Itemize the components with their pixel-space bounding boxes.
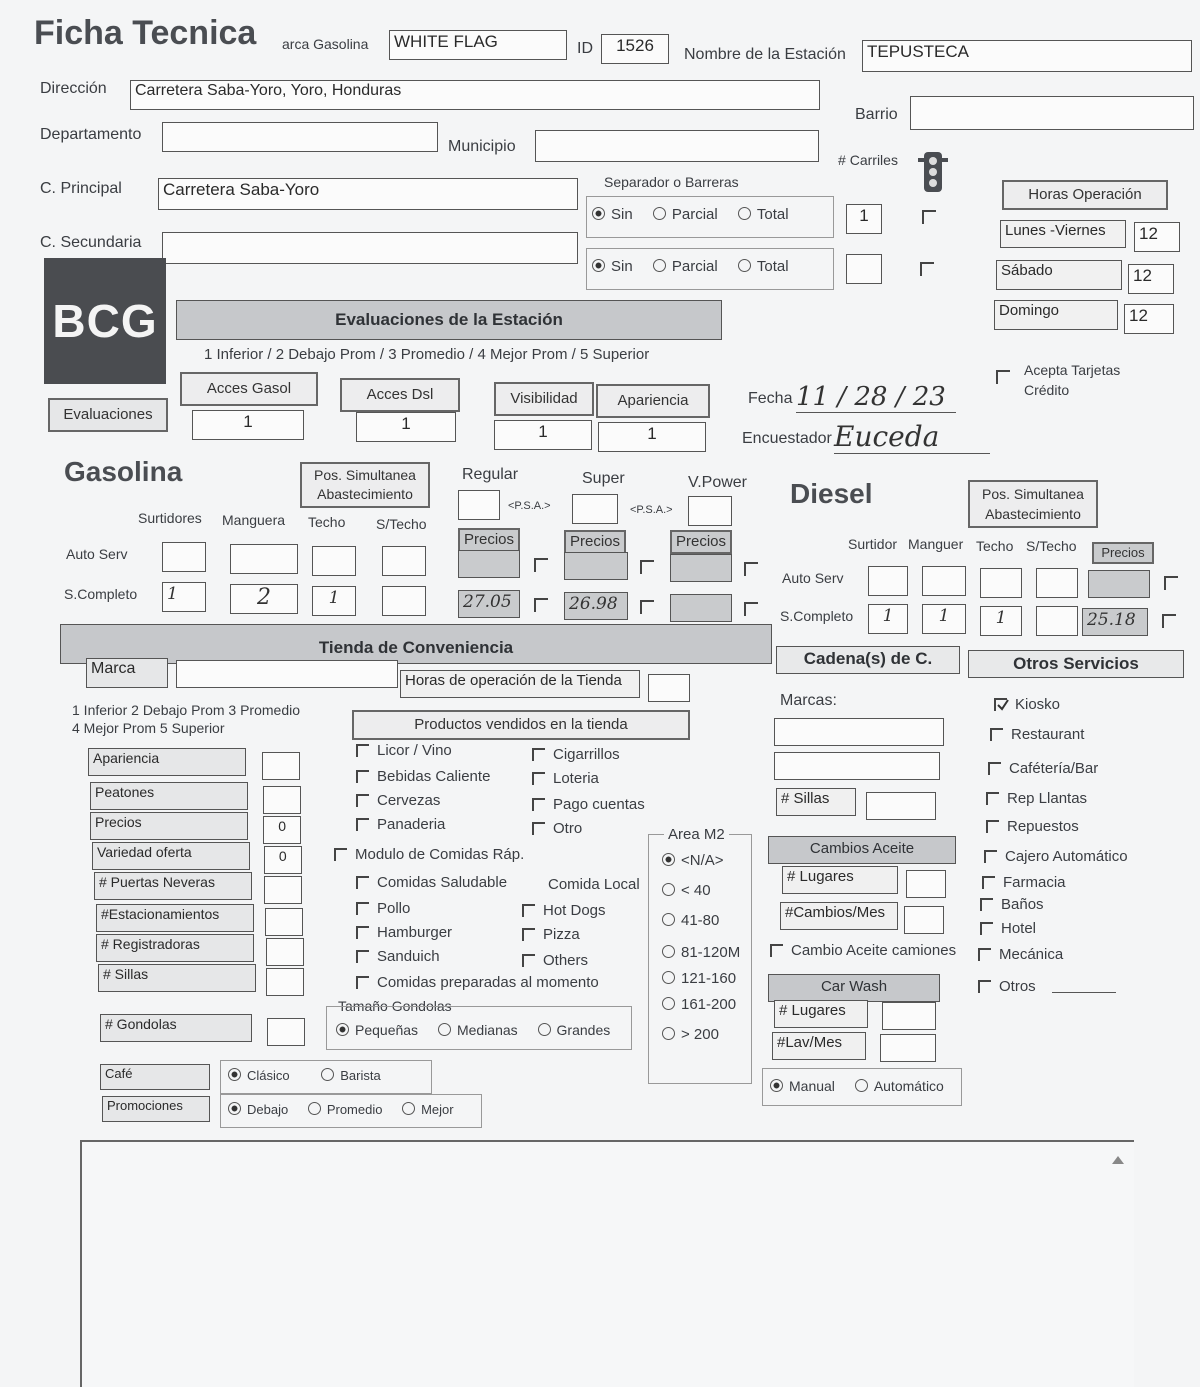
checkbox-icon[interactable] [356,876,369,889]
apariencia-field[interactable]: 1 [598,422,706,452]
dsl-as-stecho[interactable] [1036,568,1078,598]
dsl-as-manguer[interactable] [922,566,966,596]
direccion-field[interactable]: Carretera Saba-Yoro, Yoro, Honduras [130,80,820,110]
acces-gasol-label: Acces Gasol [180,372,318,406]
diesel-title: Diesel [790,478,873,509]
tienda-row-variedad-field[interactable]: 0 [264,846,302,874]
sabado-field[interactable]: 12 [1128,264,1174,294]
sillas-label: # Sillas [776,788,856,816]
direccion-label: Dirección [40,80,107,97]
otros-item-kiosko[interactable]: Kiosko [994,696,1060,713]
checkbox-icon[interactable] [522,954,535,967]
checkbox-icon[interactable] [356,744,369,757]
gas-as-cb-3[interactable] [744,562,758,576]
radio-icon[interactable] [336,1023,349,1036]
cafe-label: Café [100,1064,210,1090]
tamano-radio[interactable]: Pequeñas Medianas Grandes [336,1022,626,1038]
otros-item-hotel[interactable]: Hotel [980,920,1036,937]
tienda-row-sillas-label: # Sillas [98,964,256,992]
nombre-field[interactable]: TEPUSTECA [862,40,1192,72]
dsl-sc-precio[interactable]: 25.18 [1082,608,1148,636]
gas-sc-surtidores[interactable]: 1 [162,582,206,612]
bcg-logo-text: BCG [52,295,158,347]
marca-label: arca Gasolina [282,36,369,52]
radio-icon[interactable] [308,1102,321,1115]
radio-icon[interactable] [662,1027,675,1040]
tienda-horas-field[interactable] [648,674,690,702]
area-opt-121-160[interactable]: 121-160 [662,970,736,987]
comida-local-label: Comida Local [548,876,640,893]
carriles-label: # Carriles [838,152,898,168]
municipio-field[interactable] [535,130,819,162]
gas-autoserv-label: Auto Serv [66,546,128,562]
prod-pago[interactable]: Pago cuentas [532,796,645,813]
radio-icon[interactable] [653,259,666,272]
acces-dsl-field[interactable]: 1 [356,412,456,442]
comida-preparadas[interactable]: Comidas preparadas al momento [356,974,599,991]
gas-sc-precio-vpower[interactable] [670,594,732,622]
checkbox-icon[interactable] [984,850,997,863]
prod-panaderia[interactable]: Panaderia [356,816,445,833]
tienda-row-estacionamientos-field[interactable] [265,908,303,936]
dsl-as-cb[interactable] [1164,576,1178,590]
evaluaciones-bar: Evaluaciones de la Estación [176,300,722,340]
super-pos-field[interactable] [572,494,618,524]
departamento-field[interactable] [162,122,438,152]
cafe-radio[interactable]: Clásico Barista [228,1068,397,1083]
traffic-light-icon [918,150,948,198]
diesel-pos-label: Pos. Simultanea Abastecimiento [968,480,1098,528]
gasolina-pos-label: Pos. Simultanea Abastecimiento [300,462,430,508]
dsl-sc-manguer[interactable]: 1 [922,604,966,634]
promociones-label: Promociones [102,1096,210,1122]
tienda-row-registradoras-field[interactable] [266,938,304,966]
cambios-mes-field[interactable] [904,906,944,934]
dsl-col-surtidor: Surtidor [848,536,898,552]
dsl-col-techo: Techo [976,538,1014,554]
semaforo-checkbox-2[interactable] [920,262,934,276]
carriles-field-2[interactable] [846,254,882,284]
checkbox-icon[interactable] [986,820,999,833]
checkbox-icon[interactable] [990,728,1003,741]
area-opt-200[interactable]: > 200 [662,1026,719,1043]
tienda-row-precios-label: Precios [90,812,248,840]
barrio-field[interactable] [910,96,1194,130]
modulo-comidas[interactable]: Modulo de Comidas Ráp. [334,846,524,863]
gas-col-techo: Techo [308,514,346,530]
marcas-label: Marcas: [780,692,837,709]
dsl-precios-header: Precios [1092,542,1154,564]
dsl-as-surtidor[interactable] [868,566,908,596]
gas-sc-precio-regular[interactable]: 27.05 [458,590,520,618]
form-title: Ficha Tecnica [34,14,257,52]
radio-icon[interactable] [662,883,675,896]
radio-icon[interactable] [538,1023,551,1036]
otros-item-caf-ter-a-bar[interactable]: Cafétería/Bar [988,760,1098,777]
gas-scompleto-label: S.Completo [64,586,138,602]
semaforo-checkbox-1[interactable] [922,210,936,224]
otros-item-ba-os[interactable]: Baños [980,896,1044,913]
tienda-row-puertas-label: # Puertas Neveras [94,872,252,900]
gasolina-title: Gasolina [64,456,183,487]
gas-sc-manguera[interactable]: 2 [230,584,298,614]
tienda-row-gondolas-label: # Gondolas [100,1014,252,1042]
cw-lav-label: #Lav/Mes [772,1032,866,1060]
radio-icon[interactable] [438,1023,451,1036]
gas-sc-stecho[interactable] [382,586,426,616]
gas-col-surtidores: Surtidores [138,510,202,526]
csecundaria-label: C. Secundaria [40,234,142,251]
gas-col-manguera: Manguera [222,512,286,528]
vpower-label: V.Power [688,474,747,491]
cambios-mes-label: #Cambios/Mes [780,902,898,930]
tienda-row-precios-field[interactable]: 0 [263,816,301,844]
visibilidad-field[interactable]: 1 [494,420,592,450]
checkbox-icon[interactable] [334,848,347,861]
checkbox-icon[interactable] [532,748,545,761]
otros-item-cajero-autom-tico[interactable]: Cajero Automático [984,848,1128,865]
gas-as-precio-super[interactable] [564,552,628,580]
gas-as-cb-2[interactable] [640,560,654,574]
cambios-lugares-label: # Lugares [782,866,898,894]
dsl-autoserv-label: Auto Serv [782,570,844,586]
id-field[interactable]: 1526 [601,34,669,64]
municipio-label: Municipio [448,138,516,155]
dsl-scompleto-label: S.Completo [780,608,854,624]
csecundaria-field[interactable] [162,232,578,264]
marcas-field-1[interactable] [774,718,944,746]
checkbox-icon[interactable] [356,770,369,783]
gas-precios-header-2: Precios [564,530,626,554]
area-opt-na[interactable]: <N/A> [662,852,724,869]
prod-bebidas[interactable]: Bebidas Caliente [356,768,490,785]
comida-sanduich[interactable]: Sanduich [356,948,440,965]
tienda-row-apariencia-field[interactable] [262,752,300,780]
area-opt-81-120[interactable]: 81-120M [662,944,740,961]
area-opt-41-80[interactable]: 41-80 [662,912,719,929]
checkbox-icon[interactable] [986,792,999,805]
otros-item-rep-llantas[interactable]: Rep Llantas [986,790,1087,807]
gas-sc-cb-2[interactable] [640,600,654,614]
radio-icon[interactable] [592,259,605,272]
productos-title: Productos vendidos en la tienda [352,710,690,740]
tienda-marca-label: Marca [86,658,168,688]
evaluaciones-label: Evaluaciones [48,398,168,432]
radio-icon[interactable] [662,853,675,866]
otros-item-repuestos[interactable]: Repuestos [986,818,1079,835]
departamento-label: Departamento [40,126,142,143]
radio-icon[interactable] [321,1068,334,1081]
tienda-scale-1: 1 Inferior 2 Debajo Prom 3 Promedio [72,702,300,718]
otros-item-otros[interactable]: Otros [978,978,1116,995]
tarjetas-label-1: Acepta Tarjetas [1024,362,1121,378]
promo-radio[interactable]: Debajo Promedio Mejor [228,1102,470,1117]
tienda-marca-field[interactable] [176,660,398,688]
dsl-col-manguer: Manguer [908,536,964,552]
cambios-bar: Cambios Aceite [768,836,956,864]
comida-hotdogs[interactable]: Hot Dogs [522,902,606,919]
dsl-as-precio[interactable] [1088,570,1150,598]
marca-field[interactable]: WHITE FLAG [389,30,567,60]
gas-precios-header-1: Precios [458,528,520,552]
prod-cervezas[interactable]: Cervezas [356,792,440,809]
dsl-as-techo[interactable] [980,568,1022,598]
checkbox-icon[interactable] [532,822,545,835]
tamano-label: Tamaño Gondolas [338,998,452,1014]
gas-as-techo[interactable] [312,546,356,576]
super-label: Super [582,470,625,487]
domingo-label: Domingo [994,300,1118,330]
checkbox-icon[interactable] [356,818,369,831]
separador-radio-1[interactable]: Sin Parcial Total [592,206,805,223]
radio-icon[interactable] [402,1102,415,1115]
prod-licor[interactable]: Licor / Vino [356,742,452,759]
checkbox-icon[interactable] [978,948,991,961]
checkbox-icon[interactable] [522,928,535,941]
tienda-row-registradoras-label: # Registradoras [96,934,254,962]
gas-as-precio-regular[interactable] [458,550,520,578]
evaluaciones-scale: 1 Inferior / 2 Debajo Prom / 3 Promedio / 4 Mejor Prom / 5 Superior [204,346,650,363]
comida-saludable[interactable]: Comidas Saludable [356,874,507,891]
radio-icon[interactable] [592,207,605,220]
domingo-field[interactable]: 12 [1124,304,1174,334]
checkbox-icon[interactable] [522,904,535,917]
regular-label: Regular [462,466,519,483]
encuestador-label: Encuestador [742,430,832,447]
regular-pos-field[interactable] [458,490,500,520]
comments-area[interactable] [80,1140,1134,1387]
bcg-logo [44,258,166,384]
dsl-sc-cb[interactable] [1162,614,1176,628]
psa-label-2: <P.S.A.> [630,504,673,516]
otros-item-mec-nica[interactable]: Mecánica [978,946,1063,963]
dsl-col-stecho: S/Techo [1026,538,1077,554]
radio-icon[interactable] [855,1079,868,1092]
cw-lugares-field[interactable] [882,1002,936,1030]
prod-cigarrillos[interactable]: Cigarrillos [532,746,620,763]
vpower-pos-field[interactable] [688,496,732,526]
cw-radio[interactable]: Manual Automático [770,1078,960,1094]
radio-icon[interactable] [770,1079,783,1092]
tienda-row-variedad-label: Variedad oferta [92,842,250,870]
tienda-bar: Tienda de Conveniencia [60,624,772,664]
id-label: ID [577,40,593,57]
separador-radio-2[interactable]: Sin Parcial Total [592,258,805,275]
tienda-row-sillas-field[interactable] [266,968,304,996]
gas-sc-techo[interactable]: 1 [312,586,356,616]
checkmark-icon[interactable] [994,698,1007,711]
checkbox-icon[interactable] [980,898,993,911]
gas-as-precio-vpower[interactable] [670,554,732,582]
gas-as-manguera[interactable] [230,544,298,574]
prod-otro[interactable]: Otro [532,820,582,837]
scroll-up-icon[interactable] [1112,1156,1124,1164]
sillas-field[interactable] [866,792,936,820]
cprincipal-field[interactable]: Carretera Saba-Yoro [158,178,578,210]
carriles-field-1[interactable]: 1 [846,204,882,234]
area-opt-40[interactable]: < 40 [662,882,711,899]
checkbox-icon[interactable] [532,772,545,785]
gas-sc-precio-super[interactable]: 26.98 [564,592,628,620]
cw-lav-field[interactable] [880,1034,936,1062]
psa-label-1: <P.S.A.> [508,500,551,512]
gas-as-surtidores[interactable] [162,542,206,572]
tienda-row-gondolas-field[interactable] [267,1018,305,1046]
encuestador-value[interactable]: Euceda [834,420,990,454]
radio-icon[interactable] [228,1102,241,1115]
checkbox-icon[interactable] [356,926,369,939]
gas-col-stecho: S/Techo [376,516,427,532]
dsl-sc-techo[interactable]: 1 [980,606,1022,636]
gas-as-stecho[interactable] [382,546,426,576]
gas-sc-cb-3[interactable] [744,602,758,616]
cprincipal-label: C. Principal [40,180,122,197]
apariencia-label: Apariencia [596,384,710,418]
checkbox-icon[interactable] [982,876,995,889]
gas-precios-header-3: Precios [670,530,732,554]
radio-icon[interactable] [662,997,675,1010]
comida-pizza[interactable]: Pizza [522,926,580,943]
tarjetas-label-2: Crédito [1024,382,1070,398]
nombre-label: Nombre de la Estación [684,46,846,63]
radio-icon[interactable] [738,207,751,220]
horas-operacion-title: Horas Operación [1002,180,1168,210]
otros-bar: Otros Servicios [968,650,1184,678]
cadena-bar: Cadena(s) de C. [776,646,960,674]
fecha-label: Fecha [748,390,793,407]
comida-others[interactable]: Others [522,952,588,969]
dsl-sc-stecho[interactable] [1036,606,1078,636]
marcas-field-2[interactable] [774,752,940,780]
radio-icon[interactable] [653,207,666,220]
tarjetas-checkbox[interactable] [996,370,1010,384]
tienda-row-estacionamientos-label: #Estacionamientos [96,904,254,932]
tienda-row-peatones-field[interactable] [263,786,301,814]
checkbox-icon[interactable] [356,794,369,807]
fecha-value[interactable]: 11 / 28 / 23 [796,382,956,413]
dsl-sc-surtidor[interactable]: 1 [868,604,908,634]
visibilidad-label: Visibilidad [494,382,594,416]
checkbox-icon[interactable] [356,950,369,963]
checkbox-icon[interactable] [980,922,993,935]
radio-icon[interactable] [662,945,675,958]
tienda-horas-label: Horas de operación de la Tienda [400,670,640,698]
cambio-camiones[interactable]: Cambio Aceite camiones [770,942,956,959]
radio-icon[interactable] [662,971,675,984]
gas-as-cb-1[interactable] [534,558,548,572]
area-title: Area M2 [664,826,729,843]
checkbox-icon[interactable] [978,980,991,993]
gas-sc-cb-1[interactable] [534,598,548,612]
otros-blank-line[interactable] [1052,981,1116,993]
lunes-label: Lunes -Viernes [1000,220,1126,248]
tienda-row-apariencia-label: Apariencia [88,748,246,776]
comida-hamburger[interactable]: Hamburger [356,924,452,941]
area-opt-161-200[interactable]: 161-200 [662,996,736,1013]
radio-icon[interactable] [662,913,675,926]
otros-item-farmacia[interactable]: Farmacia [982,874,1066,891]
radio-icon[interactable] [228,1068,241,1081]
otros-item-restaurant[interactable]: Restaurant [990,726,1084,743]
checkbox-icon[interactable] [356,902,369,915]
checkbox-icon[interactable] [770,944,783,957]
acces-dsl-label: Acces Dsl [340,378,460,412]
checkbox-icon[interactable] [988,762,1001,775]
prod-loteria[interactable]: Loteria [532,770,599,787]
separador-label: Separador o Barreras [604,174,739,190]
cw-lugares-label: # Lugares [774,1000,868,1028]
acces-gasol-field[interactable]: 1 [192,410,304,440]
radio-icon[interactable] [738,259,751,272]
comida-pollo[interactable]: Pollo [356,900,410,917]
checkbox-icon[interactable] [532,798,545,811]
checkbox-icon[interactable] [356,976,369,989]
carwash-bar: Car Wash [768,974,940,1002]
barrio-label: Barrio [855,106,898,123]
tienda-scale-2: 4 Mejor Prom 5 Superior [72,720,225,736]
sabado-label: Sábado [996,260,1122,290]
tienda-row-peatones-label: Peatones [90,782,248,810]
tienda-row-puertas-field[interactable] [264,876,302,904]
cambios-lugares-field[interactable] [906,870,946,898]
lunes-field[interactable]: 12 [1134,222,1180,252]
